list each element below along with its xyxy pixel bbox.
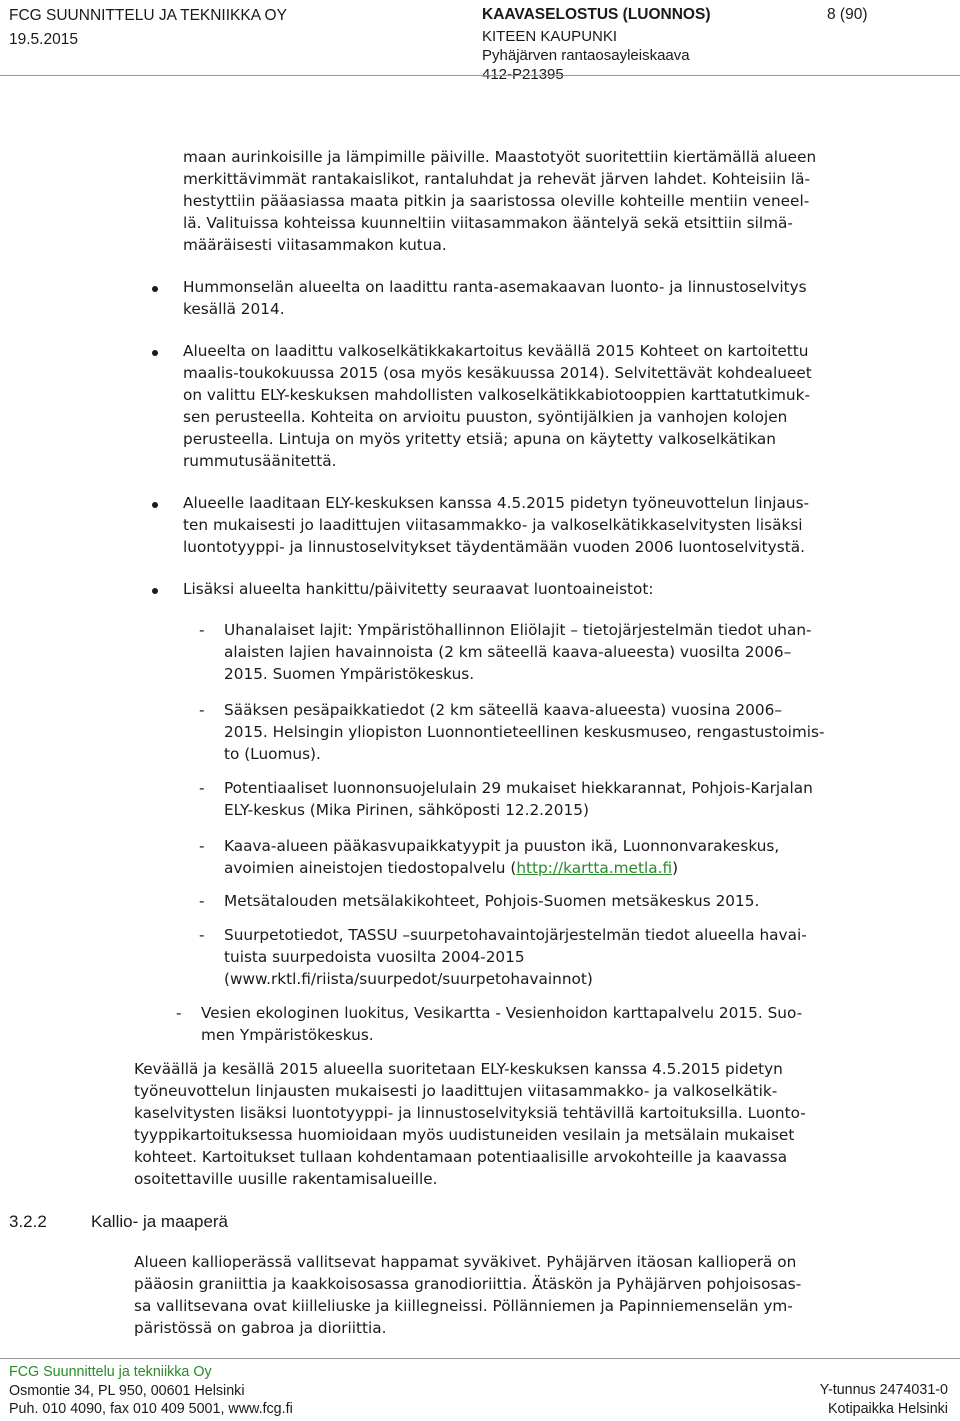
bullet-line: sen perusteella. Kohteita on arvioitu puuston, syöntijälkien ja vanhojen kolojen [183,408,788,426]
header-page-number: 8 (90) [827,6,868,23]
bullet-line: Alueelta on laadittu valkoselkätikkakartoitus keväällä 2015 Kohteet on kartoitettu [183,342,809,360]
dash-line-text: avoimien aineistojen tiedostopalvelu ( [224,859,517,877]
section-heading [9,1209,228,1235]
bullet-line: Hummonselän alueelta on laadittu ranta-asemakaavan luonto- ja linnustoselvitys [183,278,807,296]
dash-marker: - [199,779,205,797]
footer-business-id: Y-tunnus 2474031-0 [819,1382,948,1398]
dash-marker: - [199,926,205,944]
spring-line: tyyppikartoituksessa huomioidaan myös uudistuneiden vesilain ja metsälain mukaiset [134,1126,795,1144]
dash-line: to (Luomus). [224,745,321,763]
bullet-line: ten mukaisesti jo laadittujen viitasammakko- ja valkoselkätikkaselvitysten lisäksi [183,516,803,534]
dash-line: Uhanalaiset lajit: Ympäristöhallinnon Eliölajit – tietojärjestelmän tiedot uhan- [224,621,812,639]
intro-line: maan aurinkoisille ja lämpimille päiville. Maastotyöt suoritettiin kiertämällä alueen [183,148,817,166]
bedrock-line: sa vallitsevana ovat kiilleliuske ja kiillegneissi. Pöllänniemen ja Papinniemenselän ym- [134,1297,793,1315]
spring-line: Keväällä ja kesällä 2015 alueella suoritetaan ELY-keskuksen kanssa 4.5.2015 pidetyn [134,1060,783,1078]
section-title: Kallio- ja maaperä [91,1212,229,1231]
intro-line: hestyttiin pääasiassa maata pitkin ja saaristossa oleville kohteille mentiin veneel- [183,192,810,210]
bedrock-line: päristössä on gabroa ja dioriittia. [134,1319,387,1337]
metla-link[interactable]: http://kartta.metla.fi [516,859,673,877]
dash-line: Metsätalouden metsälakikohteet, Pohjois-Suomen metsäkeskus 2015. [224,892,760,910]
footer-address: Osmontie 34, PL 950, 00601 Helsinki [9,1382,245,1399]
header-code: 412-P21395 [482,66,564,83]
dash-line: Kaava-alueen pääkasvupaikkatyypit ja puuston ikä, Luonnonvarakeskus, [224,837,780,855]
header-company: FCG SUUNNITTELU JA TEKNIIKKA OY [9,7,287,24]
dash-marker: - [176,1004,182,1022]
bullet-line: perusteella. Lintuja on myös yritetty etsiä; apuna on käytetty valkoselkätikan [183,430,776,448]
dash-line-text: ) [672,859,679,877]
dash-marker: - [199,892,205,910]
header-center [482,0,710,84]
header-left [9,0,287,48]
dash-line: Sääksen pesäpaikkatiedot (2 km säteellä kaava-alueesta) vuosina 2006– [224,701,782,719]
bullet-line: rummutusäänitettä. [183,452,337,470]
bullet-dot [152,286,158,292]
intro-line: määräisesti viitasammakon kutua. [183,236,447,254]
dash-line: Suurpetotiedot, TASSU –suurpetohavaintojärjestelmän tiedot alueella havai- [224,926,807,944]
dash-line: (www.rktl.fi/riista/suurpedot/suurpetohavainnot) [224,970,593,988]
header-city: KITEEN KAUPUNKI [482,28,618,45]
bullet-dot [152,588,158,594]
page-header [0,0,960,83]
dash-line: 2015. Suomen Ympäristökeskus. [224,665,475,683]
section-number: 3.2.2 [9,1212,47,1231]
header-plan-name: Pyhäjärven rantaosayleiskaava [482,47,690,64]
spring-line: osoitettaville uusille rakentamisalueille. [134,1170,438,1188]
footer-right [820,1381,948,1418]
page-footer [9,1363,293,1419]
dash-line: men Ympäristökeskus. [201,1026,374,1044]
bullet-line: Alueelle laaditaan ELY-keskuksen kanssa 4.5.2015 pidetyn työneuvottelun linjaus- [183,494,810,512]
spring-line: työneuvottelun linjausten mukaisesti jo laadittujen viitasammakko- ja valkoselkätik- [134,1082,778,1100]
bedrock-line: pääosin graniittia ja kaakkoisosassa granodioriittia. Ätäskön ja Pyhäjärven pohjoisosas- [134,1275,802,1293]
footer-divider [0,1358,960,1359]
header-divider [0,75,960,76]
bullet-line: Lisäksi alueelta hankittu/päivitetty seuraavat luontoaineistot: [183,580,654,598]
footer-phone: Puh. 010 4090, fax 010 409 5001, www.fcg.fi [9,1401,293,1417]
footer-domicile: Kotipaikka Helsinki [828,1400,948,1417]
dash-line [224,858,953,880]
bedrock-line: Alueen kallioperässä vallitsevat happamat syväkivet. Pyhäjärven itäosan kallioperä on [134,1253,797,1271]
bullet-line: maalis-toukokuussa 2015 (osa myös kesäkuussa 2014). Selvitettävät kohdealueet [183,364,812,382]
footer-company: FCG Suunnittelu ja tekniikka Oy [9,1364,212,1380]
dash-line: Potentiaaliset luonnonsuojelulain 29 mukaiset hiekkarannat, Pohjois-Karjalan [224,779,813,797]
intro-line: lä. Valituissa kohteissa kuunneltiin viitasammakon ääntelyä sekä etsittiin silmä- [183,214,793,232]
bullet-dot [152,350,158,356]
dash-line: tuista suurpedoista vuosilta 2004-2015 [224,948,525,966]
bullet-line: luontotyyppi- ja linnustoselvitykset täydentämään vuoden 2006 luontoselvitystä. [183,538,805,556]
intro-line: merkittävimmät rantakaislikot, rantaluhdat ja rehevät järven lahdet. Kohteisiin lä- [183,170,811,188]
bullet-line: kesällä 2014. [183,300,285,318]
dash-marker: - [199,621,205,639]
header-doc-type: KAAVASELOSTUS (LUONNOS) [482,6,711,23]
spring-line: kaselvitysten lisäksi luontotyyppi- ja linnustoselvityksiä tehtävillä kartoituksilla. Luonto- [134,1104,806,1122]
dash-marker: - [199,701,205,719]
header-date: 19.5.2015 [9,31,78,48]
dash-marker: - [199,837,205,855]
spring-line: kohteet. Kartoitukset tullaan kohdentamaan potentiaalisille arvokohteille ja kaavassa [134,1148,788,1166]
bullet-line: on valittu ELY-keskuksen mahdollisten valkoselkätikkabiotooppien karttatutkimuk- [183,386,810,404]
bullet-dot [152,502,158,508]
dash-line: 2015. Helsingin yliopiston Luonnontieteellinen keskusmuseo, rengastustoimis- [224,723,825,741]
dash-line: alaisten lajien havainnoista (2 km säteellä kaava-alueesta) vuosilta 2006– [224,643,792,661]
dash-line: ELY-keskus (Mika Pirinen, sähköposti 12.2.2015) [224,801,589,819]
dash-line: Vesien ekologinen luokitus, Vesikartta - Vesienhoidon karttapalvelu 2015. Suo- [201,1004,803,1022]
